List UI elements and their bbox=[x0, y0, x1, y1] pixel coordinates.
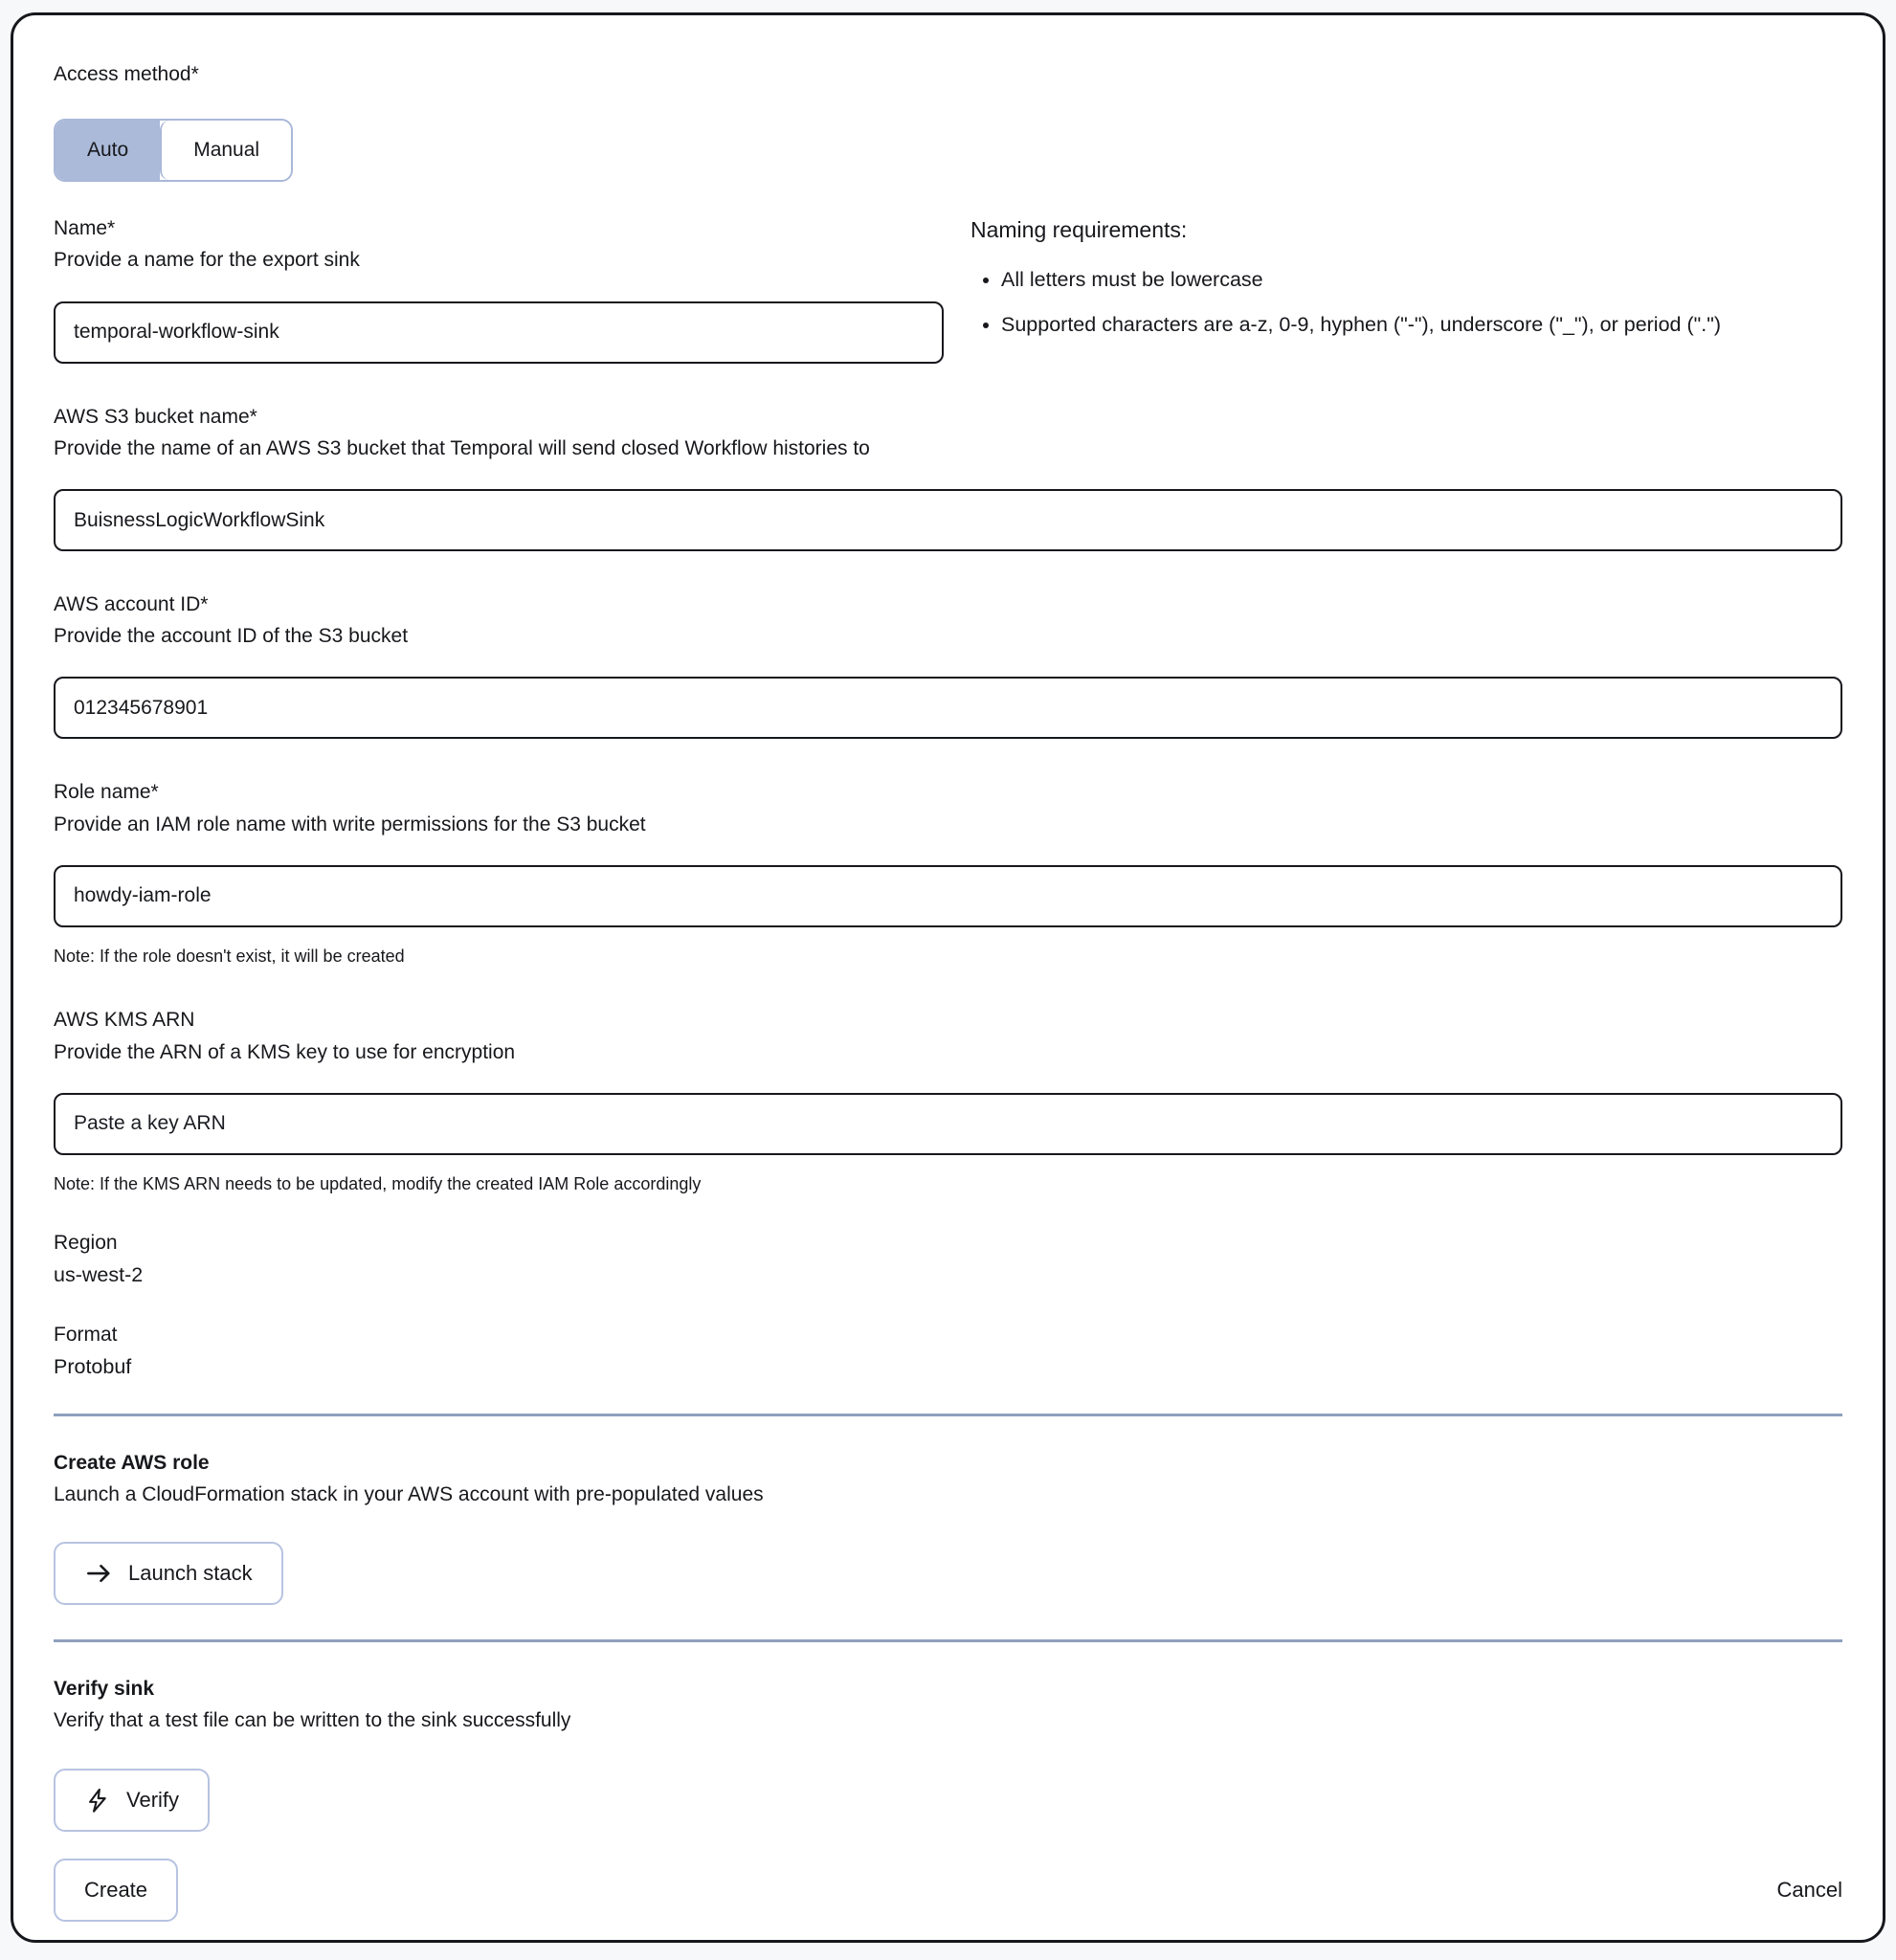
region-readonly-group bbox=[54, 1232, 1842, 1287]
kms-arn-label: AWS KMS ARN bbox=[54, 1009, 195, 1032]
form-footer bbox=[54, 1859, 1842, 1922]
access-method-label: Access method* bbox=[54, 63, 199, 85]
name-input[interactable] bbox=[54, 301, 944, 364]
access-method-option-manual[interactable]: Manual bbox=[160, 121, 291, 180]
s3-bucket-input[interactable] bbox=[54, 489, 1842, 551]
name-field-group bbox=[54, 217, 944, 363]
section-divider bbox=[54, 1414, 1842, 1416]
lightning-bolt-icon bbox=[84, 1787, 111, 1814]
role-name-field-group bbox=[54, 781, 1842, 967]
cancel-button[interactable]: Cancel bbox=[1776, 1877, 1842, 1902]
naming-requirements-list bbox=[970, 265, 1842, 340]
verify-sink-description: Verify that a test file can be written to the sink successfully bbox=[54, 1709, 571, 1732]
role-name-description: Provide an IAM role name with write permissions for the S3 bucket bbox=[54, 813, 646, 835]
kms-arn-field-group bbox=[54, 1009, 1842, 1194]
naming-requirements bbox=[970, 217, 1842, 340]
account-id-field-group bbox=[54, 593, 1842, 739]
s3-bucket-field-group bbox=[54, 406, 1842, 551]
create-aws-role-section bbox=[54, 1451, 1842, 1605]
s3-bucket-description: Provide the name of an AWS S3 bucket that Temporal will send closed Workflow histories to bbox=[54, 436, 870, 459]
format-readonly-group bbox=[54, 1324, 1842, 1379]
name-description: Provide a name for the export sink bbox=[54, 249, 360, 272]
account-id-description: Provide the account ID of the S3 bucket bbox=[54, 625, 409, 648]
verify-button-label: Verify bbox=[126, 1787, 180, 1812]
create-button[interactable]: Create bbox=[54, 1859, 178, 1922]
role-name-note: Note: If the role doesn't exist, it will be created bbox=[54, 946, 405, 966]
name-and-requirements-row bbox=[54, 217, 1842, 363]
region-label: Region bbox=[54, 1231, 118, 1254]
naming-requirement-item: • Supported characters are a-z, 0-9, hyphen ("-"), underscore ("_"), or period (".") bbox=[1001, 310, 1842, 340]
name-label: Name* bbox=[54, 217, 116, 240]
format-value: Protobuf bbox=[54, 1354, 132, 1378]
account-id-input[interactable] bbox=[54, 677, 1842, 739]
section-divider bbox=[54, 1639, 1842, 1642]
verify-button[interactable] bbox=[54, 1769, 210, 1832]
role-name-label: Role name* bbox=[54, 781, 159, 804]
verify-sink-title: Verify sink bbox=[54, 1678, 155, 1701]
verify-sink-section bbox=[54, 1677, 1842, 1831]
access-method-option-auto[interactable]: Auto bbox=[56, 121, 160, 180]
region-value: us-west-2 bbox=[54, 1262, 144, 1286]
launch-stack-button[interactable] bbox=[54, 1542, 283, 1605]
access-method-toggle bbox=[54, 119, 293, 182]
naming-requirements-title: Naming requirements: bbox=[970, 217, 1188, 243]
account-id-label: AWS account ID* bbox=[54, 593, 209, 616]
naming-requirement-item: • All letters must be lowercase bbox=[1001, 265, 1842, 295]
kms-arn-input[interactable] bbox=[54, 1093, 1842, 1155]
s3-bucket-label: AWS S3 bucket name* bbox=[54, 405, 257, 428]
create-aws-role-title: Create AWS role bbox=[54, 1451, 210, 1474]
format-label: Format bbox=[54, 1323, 118, 1346]
kms-arn-note: Note: If the KMS ARN needs to be updated, modify the created IAM Role accordingly bbox=[54, 1173, 702, 1193]
arrow-right-icon bbox=[84, 1559, 113, 1588]
create-aws-role-description: Launch a CloudFormation stack in your AWS account with pre-populated values bbox=[54, 1482, 764, 1505]
export-sink-form-card bbox=[11, 12, 1885, 1943]
launch-stack-button-label: Launch stack bbox=[128, 1561, 253, 1586]
kms-arn-description: Provide the ARN of a KMS key to use for encryption bbox=[54, 1040, 516, 1063]
role-name-input[interactable] bbox=[54, 865, 1842, 927]
